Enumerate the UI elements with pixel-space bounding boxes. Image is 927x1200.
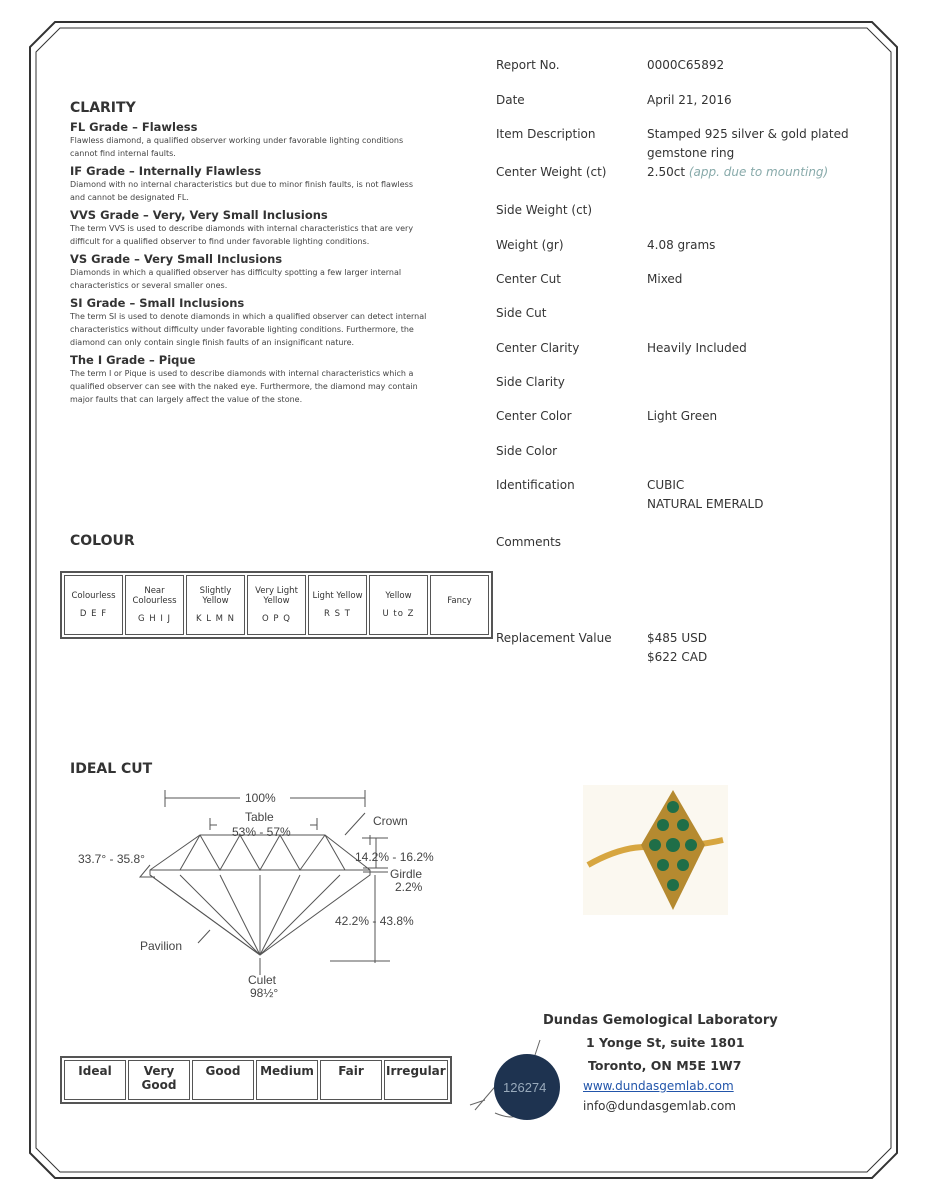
clarity-grade-heading: SI Grade – Small Inclusions xyxy=(70,296,245,310)
cut-grade-cell: Medium xyxy=(256,1060,318,1100)
cut-grade-cell: Very Good xyxy=(128,1060,190,1100)
crown-label: Crown xyxy=(373,814,408,828)
table-label: Table xyxy=(245,810,274,824)
clarity-grade-heading: VVS Grade – Very, Very Small Inclusions xyxy=(70,208,328,222)
field-value-group xyxy=(647,56,877,75)
pavilion-label: Pavilion xyxy=(140,939,183,953)
cut-grade-cell: Fair xyxy=(320,1060,382,1100)
colour-grades: G H I J xyxy=(137,614,172,624)
colour-grade-cell xyxy=(308,575,367,635)
field-value: Heavily Included xyxy=(647,341,747,355)
cut-grade-cell: Ideal xyxy=(64,1060,126,1100)
field-label: Side Weight (ct) xyxy=(496,203,593,217)
culet-label: Culet xyxy=(248,973,277,987)
colour-name: Colourless xyxy=(71,591,116,601)
cut-grade-cell: Irregular xyxy=(384,1060,448,1100)
crown-angle-label: 33.7° - 35.8° xyxy=(78,852,145,866)
field-value: Stamped 925 silver & gold plated xyxy=(647,127,849,141)
field-label: Center Color xyxy=(496,409,572,423)
colour-grades: R S T xyxy=(324,609,351,619)
clarity-grade-heading: IF Grade – Internally Flawless xyxy=(70,164,262,178)
ring-photo xyxy=(583,785,728,915)
field-label: Date xyxy=(496,93,525,107)
colour-name: Very Light Yellow xyxy=(255,586,298,606)
colour-title: COLOUR xyxy=(70,533,135,549)
colour-grade-cell xyxy=(125,575,184,635)
colour-name: Fancy xyxy=(447,596,472,606)
field-value: April 21, 2016 xyxy=(647,93,732,107)
field-value: Light Green xyxy=(647,409,718,423)
colour-grade-cell xyxy=(430,575,489,635)
ideal-cut-title: IDEAL CUT xyxy=(70,761,153,777)
lab-name: Dundas Gemological Laboratory xyxy=(543,1013,778,1028)
table-range-label: 53% - 57% xyxy=(232,825,291,839)
field-label: Identification xyxy=(496,478,575,492)
colour-grade-cell xyxy=(64,575,123,635)
colour-name: Near Colourless xyxy=(132,586,177,606)
colour-scale-table xyxy=(60,571,493,639)
clarity-grade-description: Flawless diamond, a qualified observer working under favorable lighting conditions cannot find internal faults. xyxy=(70,136,404,158)
field-value: gemstone ring xyxy=(647,146,735,160)
field-label: Side Cut xyxy=(496,306,547,320)
field-value: 0000C65892 xyxy=(647,58,725,72)
field-value-group xyxy=(647,339,877,358)
field-value: 2.50ct xyxy=(647,165,686,179)
field-value-group xyxy=(647,236,877,255)
field-value-group xyxy=(647,629,877,667)
field-label: Side Color xyxy=(496,444,558,458)
field-value: 4.08 grams xyxy=(647,238,716,252)
cut-grade-cell: Good xyxy=(192,1060,254,1100)
culet-angle-label: 98½° xyxy=(250,986,279,1000)
lab-website-link[interactable]: www.dundasgemlab.com xyxy=(583,1079,734,1093)
diamond-proportions-diagram xyxy=(70,785,450,1005)
field-note: (app. due to mounting) xyxy=(688,165,829,179)
field-value: CUBIC xyxy=(647,478,685,492)
field-value: $622 CAD xyxy=(647,650,708,664)
clarity-grade-description: Diamond with no internal characteristics but due to minor finish faults, is not flawless and cannot be designated FL. xyxy=(70,180,413,202)
crown-height-label: 14.2% - 16.2% xyxy=(355,850,434,864)
colour-grade-cell xyxy=(369,575,428,635)
colour-grade-cell xyxy=(247,575,306,635)
lab-address-line2: Toronto, ON M5E 1W7 xyxy=(588,1058,742,1073)
field-value-group xyxy=(647,476,877,514)
width-label: 100% xyxy=(245,791,276,805)
lab-email: info@dundasgemlab.com xyxy=(583,1099,736,1113)
field-value-group xyxy=(647,125,877,163)
pavilion-depth-label: 42.2% - 43.8% xyxy=(335,914,414,928)
field-label: Center Weight (ct) xyxy=(496,165,607,179)
field-value-group xyxy=(647,163,877,182)
girdle-label: Girdle xyxy=(390,867,423,881)
clarity-grade-heading: The I Grade – Pique xyxy=(70,353,196,367)
clarity-grade-heading: FL Grade – Flawless xyxy=(70,120,198,134)
colour-grades: D E F xyxy=(79,609,108,619)
colour-name: Slightly Yellow xyxy=(199,586,232,606)
lab-seal xyxy=(465,1035,580,1125)
field-label: Side Clarity xyxy=(496,375,565,389)
field-value: $485 USD xyxy=(647,631,707,645)
cut-grade-table xyxy=(60,1056,452,1104)
field-value: Mixed xyxy=(647,272,683,286)
field-value: NATURAL EMERALD xyxy=(647,497,764,511)
field-label: Center Clarity xyxy=(496,341,580,355)
colour-grades: K L M N xyxy=(195,614,236,624)
field-label: Item Description xyxy=(496,127,596,141)
field-value-group xyxy=(647,407,877,426)
colour-grade-cell xyxy=(186,575,245,635)
clarity-grade-description: The term I or Pique is used to describe diamonds with internal characteristics which a qualified observer can see with the naked eye. Furthermore, the diamond may contain major faults that can largely affect the value of the stone. xyxy=(70,369,418,404)
colour-name: Light Yellow xyxy=(312,591,363,601)
clarity-grade-description: The term SI is used to denote diamonds in which a qualified observer can detect internal characteristics without difficulty under favorable lighting conditions. Furthermore, the diamond can only contain single finish faults of an insignificant nature. xyxy=(70,312,427,347)
svg-text:126274: 126274 xyxy=(503,1080,547,1095)
field-label: Replacement Value xyxy=(496,631,612,645)
clarity-grade-heading: VS Grade – Very Small Inclusions xyxy=(70,252,283,266)
field-label: Weight (gr) xyxy=(496,238,564,252)
colour-name: Yellow xyxy=(385,591,412,601)
colour-grades: O P Q xyxy=(262,614,291,624)
field-label: Report No. xyxy=(496,58,560,72)
field-value-group xyxy=(647,270,877,289)
field-value-group xyxy=(647,91,877,110)
clarity-grade-description: Diamonds in which a qualified observer has difficulty spotting a few larger internal characteristics or several smaller ones. xyxy=(70,268,402,290)
colour-grades: U to Z xyxy=(382,609,415,619)
girdle-pct-label: 2.2% xyxy=(395,880,423,894)
clarity-grade-description: The term VVS is used to describe diamonds with internal characteristics that are very difficult for a qualified observer to find under favorable lighting conditions. xyxy=(70,224,414,246)
clarity-title: CLARITY xyxy=(70,100,136,116)
field-label: Comments xyxy=(496,535,562,549)
clarity-section xyxy=(70,100,430,406)
lab-address-line1: 1 Yonge St, suite 1801 xyxy=(586,1035,745,1050)
field-label: Center Cut xyxy=(496,272,561,286)
